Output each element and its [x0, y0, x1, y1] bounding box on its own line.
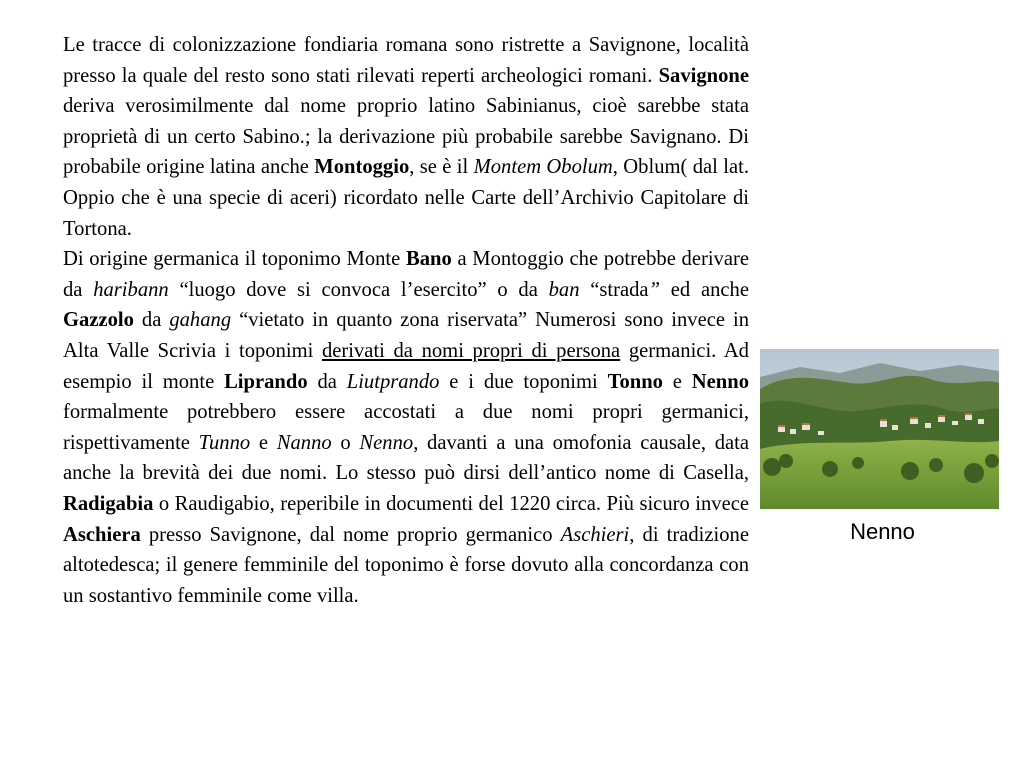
toponym-radigabia: Radigabia	[63, 492, 154, 515]
closing-quote: ”	[648, 278, 661, 301]
name-tunno: Tunno	[198, 431, 251, 454]
text-span: Le tracce di colonizzazione fondiaria romana sono ristrette a Savignone, località presso la quale del resto sono stati rilevati reperti archeologici romani.	[63, 34, 749, 87]
text-span: “strada	[579, 278, 649, 301]
text-span: e	[662, 370, 692, 393]
term-haribann: haribann	[93, 278, 169, 301]
name-liutprando: Liutprando	[346, 370, 440, 393]
toponym-nenno: Nenno	[691, 370, 750, 393]
paragraph-latin-origins	[63, 30, 749, 244]
meadow	[760, 440, 999, 509]
toponym-tonno: Tonno	[607, 370, 663, 393]
toponym-savignone: Savignone	[658, 64, 749, 87]
text-span: o Raudigabio, reperibile in documenti del 1220 circa. Più sicuro invece	[153, 492, 749, 515]
text-span: da	[307, 370, 347, 393]
text-span: da	[133, 309, 170, 332]
text-span: o	[331, 431, 360, 454]
latin-term-montem-obolum: Montem Obolum	[473, 156, 613, 179]
text-span: “luogo dove si convoca l’esercito” o da	[168, 278, 549, 301]
toponym-bano: Bano	[405, 248, 452, 271]
body-text	[63, 30, 749, 611]
toponym-gazzolo: Gazzolo	[63, 309, 134, 332]
text-span: Di origine germanica il toponimo Monte	[63, 248, 406, 271]
paragraph-germanic-origins	[63, 244, 749, 611]
photo-caption: Nenno	[850, 519, 915, 544]
text-span: deriva verosimilmente dal nome proprio latino Sabinianus, cioè sarebbe stata proprietà di un certo Sabino.; la derivazione più probabile sarebbe Savignano. Di probabile origine latina anche	[63, 95, 749, 179]
toponym-liprando: Liprando	[224, 370, 308, 393]
text-span: formalmente potrebbero essere accostati a due nomi propri germanici, rispettivamente	[63, 401, 749, 454]
underlined-phrase: derivati da nomi propri di persona	[321, 339, 621, 362]
nenno-village-photo	[760, 349, 999, 509]
text-span: , di tradizione altotedesca; il genere femminile del toponimo è forse dovuto alla concordanza con un sostantivo femminile come villa.	[63, 523, 749, 607]
text-span: germanici. Ad esempio il monte	[63, 339, 749, 393]
name-nanno: Nanno	[276, 431, 332, 454]
toponym-montoggio: Montoggio	[314, 156, 410, 179]
toponym-aschiera: Aschiera	[63, 523, 141, 546]
text-span: a Montoggio che potrebbe derivare da	[63, 248, 749, 301]
term-gahang: gahang	[169, 309, 232, 332]
landscape-illustration	[760, 349, 999, 509]
text-span: presso Savignone, dal nome proprio germanico	[140, 523, 561, 546]
text-span: “vietato in quanto zona riservata” Numerosi sono invece in Alta Valle Scrivia i toponimi	[63, 309, 749, 362]
name-nenno: Nenno	[359, 431, 414, 454]
text-span: , se è il	[409, 156, 474, 179]
text-span: , davanti a una omofonia causale, data anche la brevità dei due nomi. Lo stesso può dirsi dell’antico nome di Casella,	[63, 431, 750, 485]
text-span: e i due toponimi	[439, 370, 608, 393]
name-aschieri: Aschieri	[560, 523, 630, 546]
text-span: , Oblum( dal lat. Oppio che è una specie di aceri) ricordato nelle Carte dell’Archivio Capitolare di Tortona.	[63, 156, 749, 240]
text-span: ed anche	[660, 278, 749, 301]
text-span: e	[250, 431, 277, 454]
term-ban: ban	[548, 278, 580, 301]
